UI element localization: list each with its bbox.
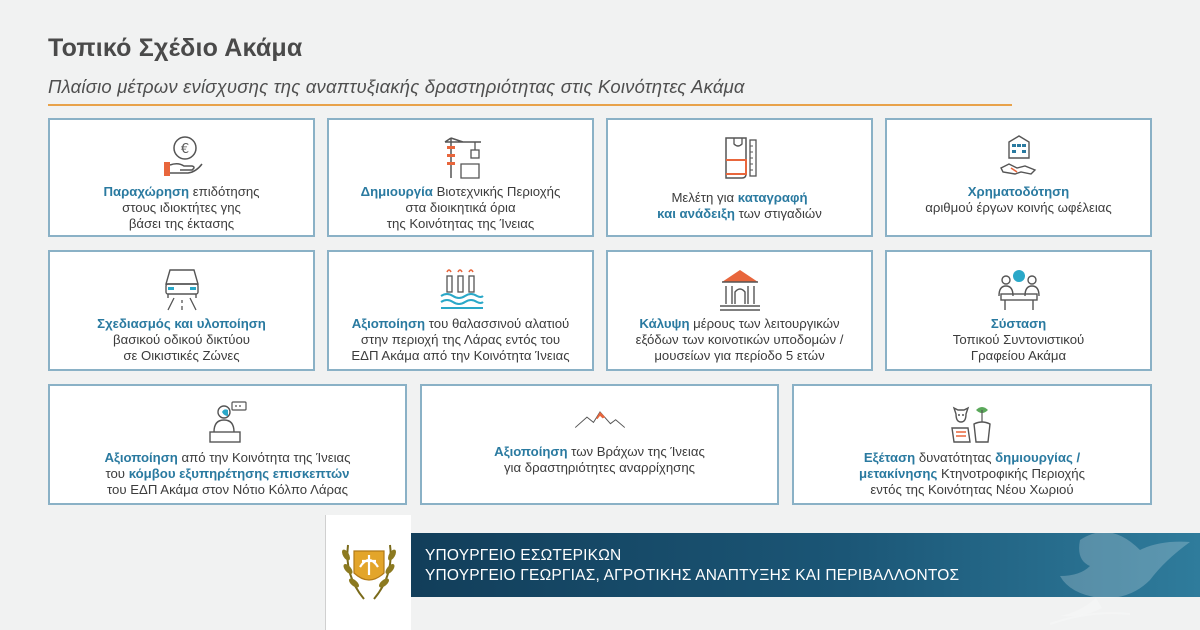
emblem-panel [325, 515, 411, 630]
title-divider [48, 104, 1012, 106]
card-text: Χρηματοδότηση αριθμού έργων κοινής ωφέλειας [925, 184, 1112, 215]
euro-hand-icon [158, 134, 206, 180]
museum-icon [716, 266, 764, 312]
crane-building-icon [437, 134, 485, 180]
card-text: Αξιοποίηση των Βράχων της Ίνειας για δραστηριότητες αναρρίχησης [494, 444, 705, 475]
factory-water-icon [437, 266, 485, 312]
ministry-interior: ΥΠΟΥΡΓΕΙΟ ΕΣΩΤΕΡΙΚΩΝ [425, 547, 622, 564]
cyprus-coat-of-arms-icon [326, 515, 412, 630]
dove-olive-branch-icon [1040, 520, 1200, 630]
card-industrial-area [327, 118, 594, 237]
ministry-agriculture: ΥΠΟΥΡΓΕΙΟ ΓΕΩΡΓΙΑΣ, ΑΓΡΟΤΙΚΗΣ ΑΝΑΠΤΥΞΗΣ ΚΑΙ ΠΕΡΙΒΑΛΛΟΝΤΟΣ [425, 567, 960, 584]
card-coordination-office [885, 250, 1152, 371]
card-text: Εξέταση δυνατότητας δημιουργίας / μετακίνησης Κτηνοτροφικής Περιοχής εντός της Κοινότητας Νέου Χωριού [859, 450, 1085, 497]
car-road-icon [158, 266, 206, 312]
ruler-document-icon [716, 134, 764, 180]
office-team-icon [995, 266, 1043, 312]
card-visitor-hub [48, 384, 407, 505]
card-sea-salt [327, 250, 594, 371]
mountains-icon [560, 408, 640, 438]
page-title: Τοπικό Σχέδιο Ακάμα [48, 34, 303, 62]
handshake-building-icon [995, 134, 1043, 180]
card-livestock-area [792, 384, 1152, 505]
svg-text:€: € [180, 142, 189, 157]
page-subtitle: Πλαίσιο μέτρων ενίσχυσης της αναπτυξιακής δραστηριότητας στις Κοινότητες Ακάμα [48, 76, 745, 97]
card-museum-costs [606, 250, 873, 371]
card-text: Παραχώρηση επιδότησης στους ιδιοκτήτες γης βάσει της έκτασης [103, 184, 260, 231]
card-text: Κάλυψη μέρους των λειτουργικών εξόδων των κοινοτικών υποδομών / μουσείων για περίοδο 5 ετών [635, 316, 844, 363]
card-text: Σχεδιασμός και υλοποίηση βασικού οδικού δικτύου σε Οικιστικές Ζώνες [97, 316, 266, 363]
card-text: Δημιουργία Βιοτεχνικής Περιοχής στα διοικητικά όρια της Κοινότητας της Ίνειας [360, 184, 561, 231]
livestock-icon [948, 400, 996, 446]
card-text: Σύσταση Τοπικού Συντονιστικού Γραφείου Ακάμα [952, 316, 1085, 363]
card-climbing-rocks [420, 384, 779, 505]
card-road-network [48, 250, 315, 371]
card-stigadia-study [606, 118, 873, 237]
card-text: Αξιοποίηση από την Κοινότητα της Ίνειας του κόμβου εξυπηρέτησης επισκεπτών του ΕΔΠ Ακάμα στον Νότιο Κόλπο Λάρας [104, 450, 351, 497]
card-text: Αξιοποίηση του θαλασσινού αλατιού στην περιοχή της Λάρας εντός του ΕΔΠ Ακάμα από την Κοινότητα Ίνειας [351, 316, 570, 363]
card-land-subsidy [48, 118, 315, 237]
card-text: Μελέτη για καταγραφή και ανάδειξη των στιγαδιών [657, 190, 822, 221]
visitor-desk-icon [204, 400, 252, 446]
card-funding-projects [885, 118, 1152, 237]
